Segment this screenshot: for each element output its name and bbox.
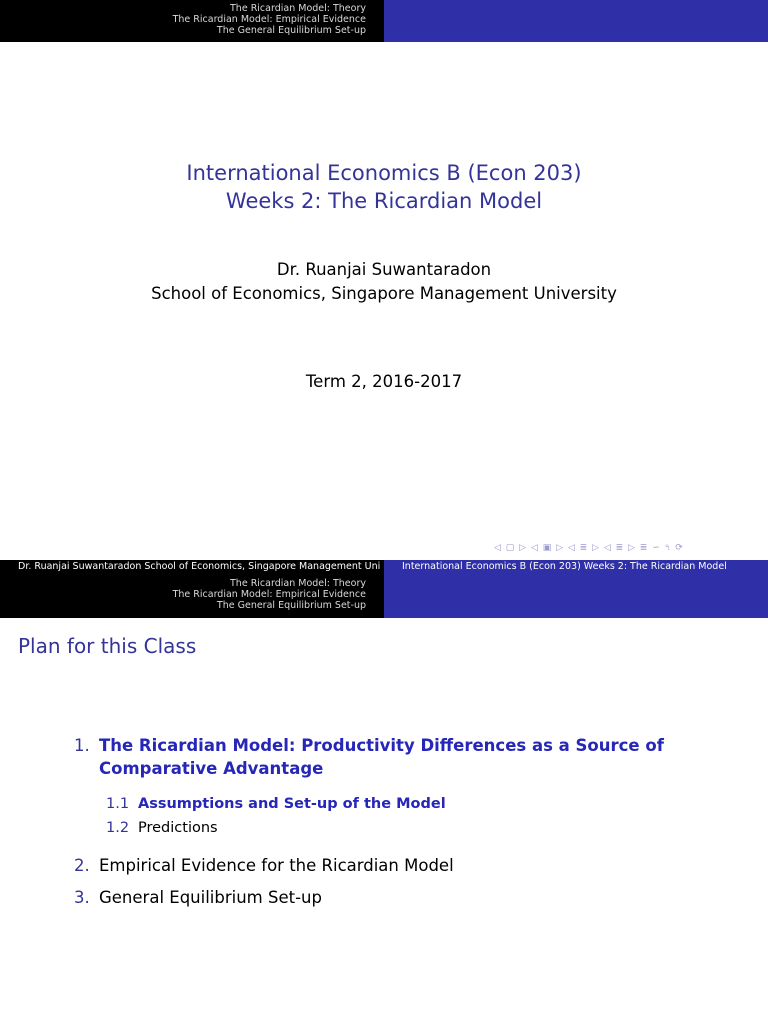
subitem-number: 1.1 bbox=[106, 796, 130, 812]
presentation-date: Term 2, 2016-2017 bbox=[305, 372, 463, 391]
section-link-evidence[interactable]: The Ricardian Model: Empirical Evidence bbox=[172, 14, 366, 25]
slide2-header bbox=[0, 574, 768, 618]
footer-author: Dr. Ruanjai Suwantaradon School of Economics, Singapore Management Uni bbox=[0, 560, 384, 574]
section-link-theory[interactable]: The Ricardian Model: Theory bbox=[230, 3, 366, 14]
author-institute: School of Economics, Singapore Management University bbox=[151, 284, 617, 303]
section-nav-2 bbox=[0, 574, 384, 618]
header-blue-panel-2 bbox=[384, 574, 768, 618]
section-nav bbox=[0, 0, 384, 42]
subitem-1-2 bbox=[106, 818, 606, 838]
presentation-title bbox=[0, 159, 768, 215]
list-item-text[interactable] bbox=[99, 734, 674, 780]
subitem-text[interactable]: Assumptions and Set-up of the Model bbox=[138, 796, 446, 812]
section-link-theory-2[interactable]: The Ricardian Model: Theory bbox=[230, 578, 366, 589]
list-item-text-line-2: Comparative Advantage bbox=[99, 759, 324, 778]
list-number: 1. bbox=[74, 736, 90, 755]
slide1-footer bbox=[0, 560, 768, 574]
slide1-header bbox=[0, 0, 768, 42]
section-link-evidence-2[interactable]: The Ricardian Model: Empirical Evidence bbox=[172, 589, 366, 600]
title-line-1: International Economics B (Econ 203) bbox=[186, 161, 582, 185]
list-item-3 bbox=[74, 886, 674, 909]
header-blue-panel bbox=[384, 0, 768, 42]
subitem-number: 1.2 bbox=[106, 820, 130, 836]
author-name: Dr. Ruanjai Suwantaradon bbox=[276, 260, 492, 279]
list-number: 2. bbox=[74, 856, 90, 875]
section-link-general-equilibrium-2[interactable]: The General Equilibrium Set-up bbox=[216, 600, 366, 611]
title-line-2: Weeks 2: The Ricardian Model bbox=[225, 189, 543, 213]
footer-title: International Economics B (Econ 203) Weeks 2: The Ricardian Model bbox=[384, 560, 768, 574]
beamer-nav-controls[interactable]: ◁ ▢ ▷ ◁ ▣ ▷ ◁ ≣ ▷ ◁ ≣ ▷ ≣ ∽ ৭ ⟳ bbox=[494, 543, 684, 553]
list-item-1 bbox=[74, 734, 674, 780]
list-item-text-line-1: The Ricardian Model: Productivity Differences as a Source of bbox=[99, 736, 664, 755]
list-number: 3. bbox=[74, 888, 90, 907]
list-item-text[interactable]: General Equilibrium Set-up bbox=[99, 888, 322, 907]
frame-title: Plan for this Class bbox=[18, 634, 197, 658]
subitem-text[interactable]: Predictions bbox=[138, 820, 218, 836]
author-block bbox=[0, 258, 768, 306]
section-link-general-equilibrium[interactable]: The General Equilibrium Set-up bbox=[216, 25, 366, 36]
subitem-1-1 bbox=[106, 794, 606, 814]
list-item-2 bbox=[74, 854, 674, 877]
list-item-text[interactable]: Empirical Evidence for the Ricardian Model bbox=[99, 856, 454, 875]
